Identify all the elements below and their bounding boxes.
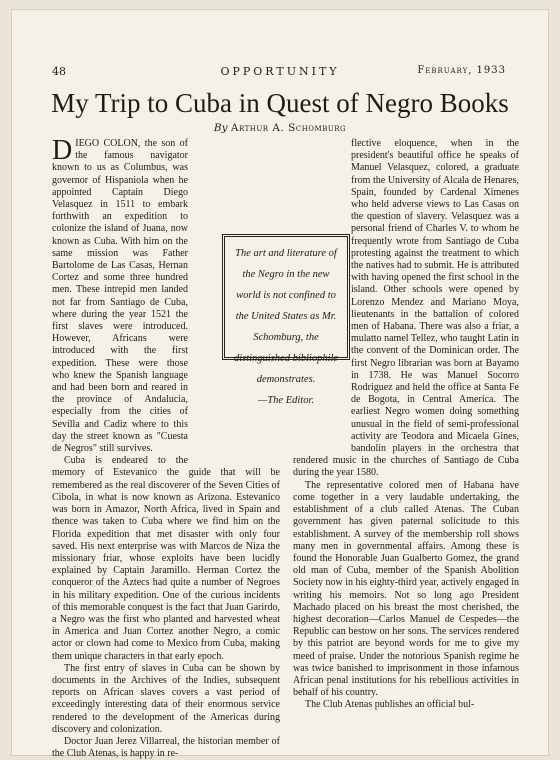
issue-date: February, 1933	[417, 65, 506, 76]
paragraph: Cuba is endeared to the memory of Estevanico the guide that will be remembered as the real discoverer of the Seven Cities of Cibola, in what is now known as Arizona. Estevanico was born in Amazor, North Africa, lived in Spain and thence was taken to Cuba where we find him on the Florida expedition that met disaster with only four saved. His next enterprise was with Marcos de Niza the missionary friar, whose exploits have been lucidly explained by Captain Jaramillo. Herman Cortez the conqueror of the Aztecs had quite a number of Negroes in his military expedition. One of the curious incidents of this memorable conquest is the fact that Juan Garirdo, a Negro was the first who planted and harvested wheat in America and Juan Cortez another Negro, a comic actor or clown had come to Mexico from Cuba, making them unique characters in that early epoch.	[52, 455, 280, 662]
byline	[12, 122, 548, 134]
drop-cap: D	[52, 135, 73, 166]
magazine-page	[12, 10, 548, 760]
paragraph: flective eloquence, when in the president's beautiful office he speaks of Manuel Velasquez, colored, a graduate from the University of Alcala de Henares, Spain, founded by Cardenal Ximenes who held adverse views to Las Casas on the question of slavery. Velasquez was a personal friend of Charles V. to whom he frequently wrote from Santiago de Cuba protesting against the treatment to which the natives had to submit. He is attributed with having opened the first school in the island. Other schools were opened by Lorenzo Mendez and Mariano Moya, lieutenants in the battalion of colored men of Habana. There was also a friar, a mulatto namel Tellez, who taught Latin in the convent of the Dominican order. The first Negro librarian was born at Bayamo in 1738. He was Manuel Socorro Rodriguez and held the office at Santa Fe de Bogota, in Central America. The earliest Negro women doing something unusual in the field of semi-professional activity are Teodora and Micaela Gines, bandolin players in the orchestra that rendered music in the churches of Santiago de Cuba during the year 1580.	[293, 138, 519, 479]
right-column	[293, 138, 519, 712]
author-name: Arthur A. Schomburg	[230, 122, 347, 134]
magazine-name: OPPORTUNITY	[220, 65, 340, 78]
paragraph: The Club Atenas publishes an official bul-	[305, 699, 475, 711]
paragraph-text: IEGO COLON, the son of the famous navigator known to us as Columbus, was governor of Hispaniola when he appointed Captain Diego Velasquez in 1511 to embark forthwith an expedition to colonize the island of Juana, now known as Cuba. With him on the same mission was Father Bartolome de Las Casas, Hernan Cortez and some three hundred men. These intrepid men landed not far from Santiago de Cuba, where during the year 1521 the first slaves were introduced. However, Africans were introduced with the first expedition. These were those who knew the Spanish language and had been born and reared in the province of Andalucia, especially from the cities of Sevilla and Cadiz where to this day the street known as "Cuesta de Negros" still survives.	[52, 138, 188, 455]
left-column	[52, 135, 280, 760]
editor-signature: —The Editor.	[257, 395, 314, 406]
editor-note-box	[222, 234, 350, 406]
byline-prefix: By	[213, 122, 228, 134]
paragraph: Doctor Juan Jerez Villarreal, the historian member of the Club Atenas, is happy in re-	[52, 735, 280, 760]
paragraph: The first entry of slaves in Cuba can be shown by documents in the Archives of the Indies, subsequent reports on African slaves covers a vast period of exceedingly interesting data of their enormous service rendered to the development of the Americas during discovery and colonization.	[52, 662, 280, 735]
editor-note-text: The art and literature of the Negro in the new world is not confined to the United States as Mr. Schomburg, the distinguished bibliophile demonstrates.	[233, 248, 339, 385]
article-title: My Trip to Cuba in Quest of Negro Books	[51, 88, 509, 118]
paragraph: The representative colored men of Habana have come together in a very laudable undertaking, the establishment of a club called Atenas. The Cuban government has given paternal solicitude to this establishment. A survey of the membership roll shows many men in governmental affairs. Among these is found the Honorable Juan Gualberto Gomez, the grand old man of Cuba, member of the Spanish Abolition Society now in his eighty-third year, actively engaged in writing his memoirs. Not so long ago President Machado placed on his breast the most cherished, the highest decoration—Carlos Manuel de Cespedes—the Republic can bestow on her sons. The services rendered by this patriot are beyond words for me to give my meed of praise. Under the notorious Spanish regime he was twice banished to imprisonment in those infamous African penal institutions for his rebellious activities in behalf of his country.	[293, 479, 519, 699]
page-number: 48	[52, 65, 66, 78]
